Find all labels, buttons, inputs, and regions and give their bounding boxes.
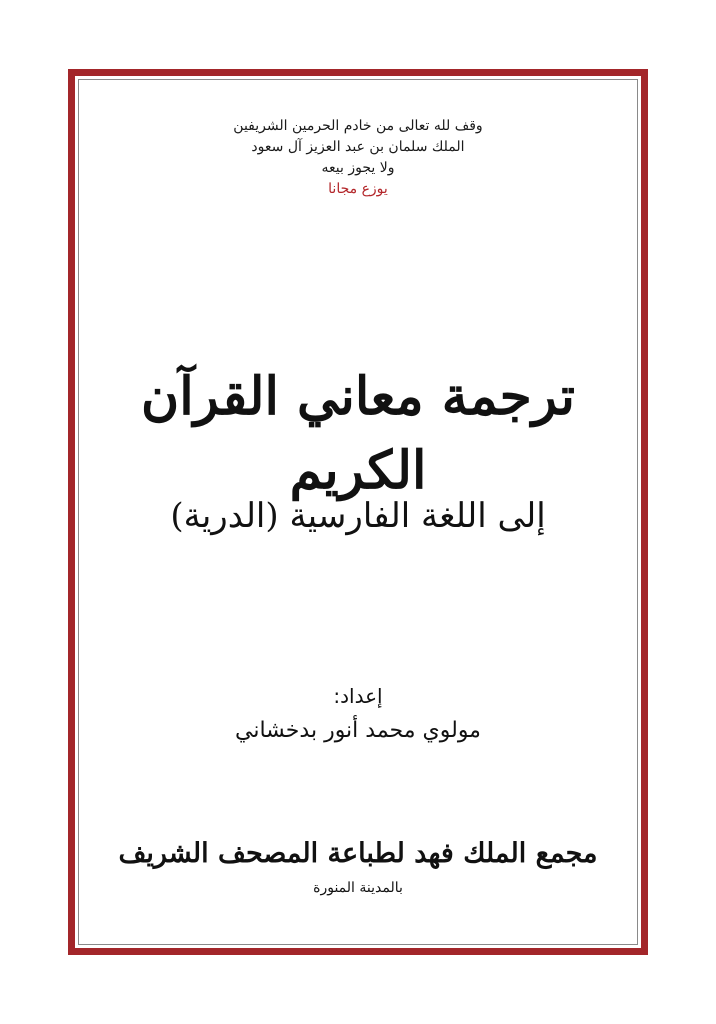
publisher-name: مجمع الملك فهد لطباعة المصحف الشريف	[118, 838, 598, 869]
frame-gap	[75, 76, 641, 948]
cover-content	[79, 80, 637, 944]
prepared-by-label: إعداد:	[333, 684, 383, 708]
waqf-line-1: وقف لله تعالى من خادم الحرمين الشريفين	[233, 118, 483, 134]
waqf-line-3: ولا يجوز بيعه	[321, 160, 395, 176]
waqf-notice	[79, 116, 637, 200]
author-name: مولوي محمد أنور بدخشاني	[235, 718, 481, 743]
frame-inner	[78, 79, 638, 945]
publisher-city: بالمدينة المنورة	[313, 880, 403, 896]
sub-title: إلى اللغة الفارسية (الدرية)	[170, 496, 546, 536]
main-title: ترجمة معاني القرآن الكريم	[141, 366, 575, 501]
waqf-line-2: الملك سلمان بن عبد العزيز آل سعود	[251, 139, 465, 155]
free-distribution-note: يوزع مجانا	[328, 181, 388, 197]
page-frame	[68, 69, 648, 955]
